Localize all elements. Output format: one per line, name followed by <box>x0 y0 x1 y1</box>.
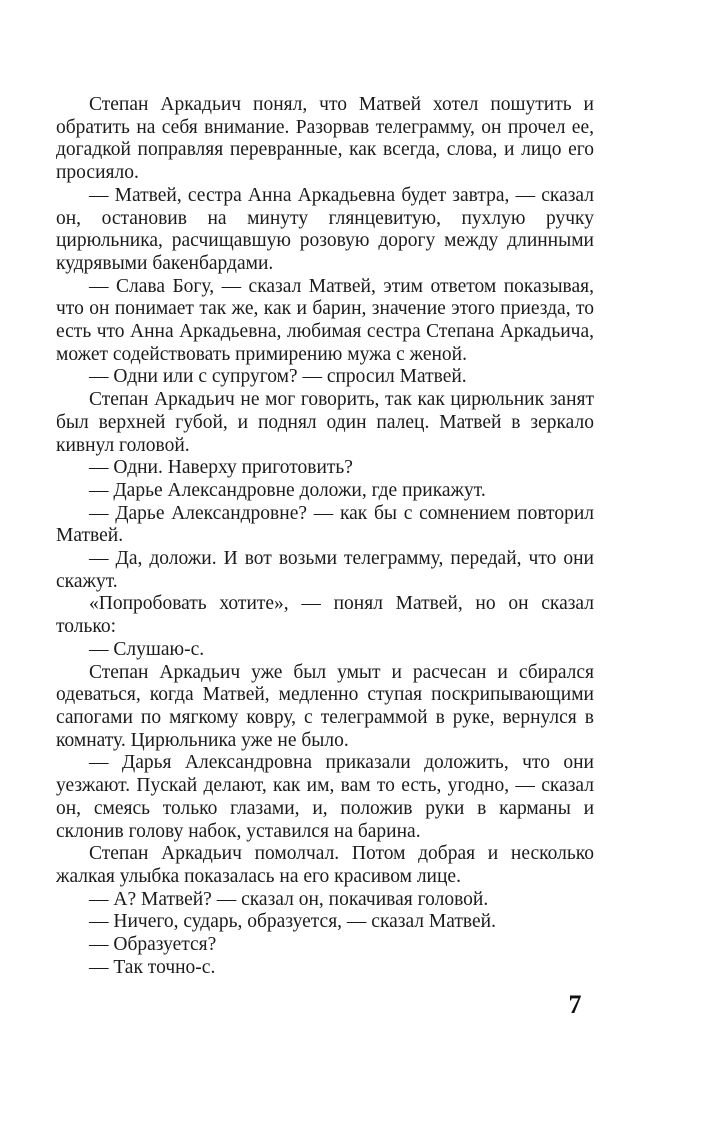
paragraph: — А? Матвей? — сказал он, покачивая головой. <box>89 888 489 910</box>
paragraph: — Матвей, сестра Анна Аркадьевна будет завтра, — сказал он, остановив на минуту глянцевитую, пухлую ручку цирюльника, расчищавшую розовую дорогу между длинными кудрявыми бакенбардами. <box>56 184 594 274</box>
paragraph: Степан Аркадьич понял, что Матвей хотел пошутить и обратить на себя внимание. Разорвав телеграмму, он прочел ее, догадкой поправляя перевранные, как всегда, слова, и лицо его просияло. <box>56 94 594 184</box>
paragraph: — Одни или с супругом? — спросил Матвей. <box>89 366 467 388</box>
paragraph: — Слава Богу, — сказал Матвей, этим ответом показывая, что он понимает так же, как и барин, значение этого приезда, то есть что Анна Аркадьевна, любимая сестра Степана Аркадьича, может содействовать примирению мужа с женой. <box>56 275 594 365</box>
paragraph: — Дарье Александровне доложи, где прикажут. <box>89 479 486 501</box>
paragraph: — Одни. Наверху приготовить? <box>89 457 353 479</box>
text-block <box>56 94 594 979</box>
paragraph: — Дарье Александровне? — как бы с сомнением повторил Матвей. <box>56 502 594 547</box>
paragraph: «Попробовать хотите», — понял Матвей, но он сказал только: <box>56 593 594 638</box>
paragraph: Степан Аркадьич помолчал. Потом добрая и несколько жалкая улыбка показалась на его красивом лице. <box>56 843 594 887</box>
paragraph: — Дарья Александровна приказали доложить, что они уезжают. Пускай делают, как им, вам то есть, угодно, — сказал он, смеясь только глазами, и, положив руки в карманы и склонив голову набок, уставился на барина. <box>56 752 594 842</box>
paragraph: — Да, доложи. И вот возьми телеграмму, передай, что они скажут. <box>56 548 594 592</box>
paragraph: — Так точно-с. <box>89 956 216 978</box>
paragraph: — Ничего, сударь, образуется, — сказал Матвей. <box>89 911 496 933</box>
paragraph: — Слушаю-с. <box>89 638 205 660</box>
paragraph: Степан Аркадьич не мог говорить, так как цирюльник занят был верхней губой, и поднял один палец. Матвей в зеркало кивнул головой. <box>56 389 594 456</box>
paragraph: — Образуется? <box>89 934 217 956</box>
page-number: 7 <box>568 990 582 1019</box>
paragraph: Степан Аркадьич уже был умыт и расчесан и сбирался одеваться, когда Матвей, медленно ступая поскрипывающими сапогами по мягкому ковру, с телеграммой в руке, вернулся в комнату. Цирюльника уже не было. <box>56 661 594 751</box>
